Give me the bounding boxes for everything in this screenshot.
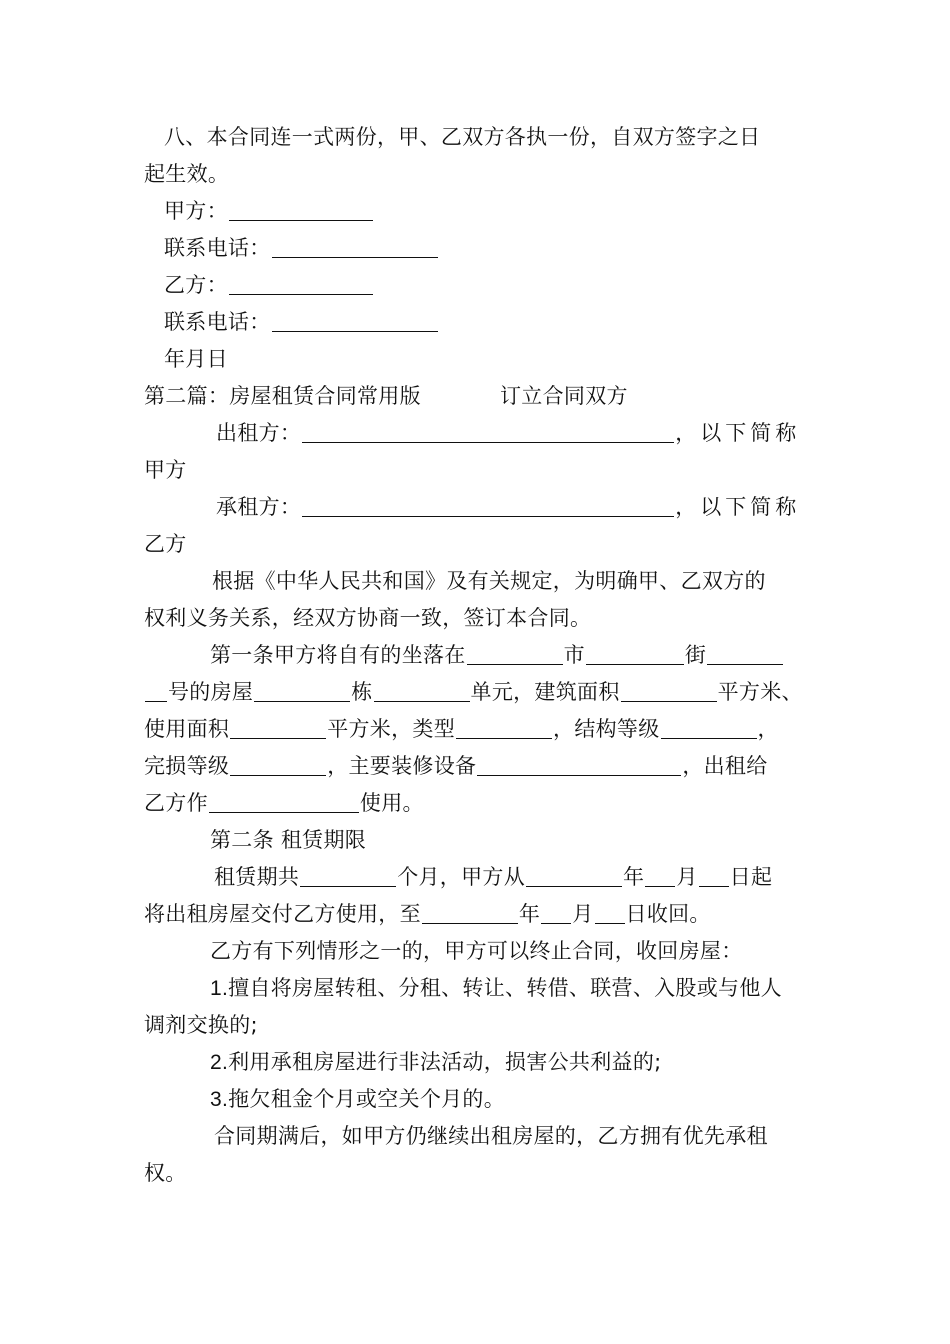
party-b-phone-blank[interactable] — [272, 313, 438, 332]
equipment-blank[interactable] — [477, 757, 681, 776]
lessor-short: 甲方 — [144, 458, 187, 482]
renewal-line1: 合同期满后，如甲方仍继续出租房屋的，乙方拥有优先承租 — [214, 1124, 768, 1148]
termination-item1: 1.擅自将房屋转租、分租、转让、转借、联营、入股或与他人 — [210, 976, 782, 1000]
party-b-blank[interactable] — [229, 276, 373, 295]
renewal-line2: 权。 — [144, 1161, 187, 1185]
preamble-line2: 权利义务关系，经双方协商一致，签订本合同。 — [144, 606, 592, 630]
termination-intro: 乙方有下列情形之一的，甲方可以终止合同，收回房屋： — [210, 939, 743, 963]
lessee-line: 承租方： ，以下简称 — [216, 495, 801, 519]
party-a-blank[interactable] — [229, 202, 373, 221]
usable-area-blank[interactable] — [230, 720, 326, 739]
section8-line2: 起生效。 — [144, 162, 230, 186]
condition-grade-blank[interactable] — [230, 757, 326, 776]
location-blank[interactable] — [467, 646, 563, 665]
structure-grade-blank[interactable] — [661, 720, 757, 739]
end-year-blank[interactable] — [422, 905, 518, 924]
start-day-blank[interactable] — [699, 868, 729, 887]
preamble-line1: 根据《中华人民共和国》及有关规定，为明确甲、乙双方的 — [212, 569, 766, 593]
house-number-blank[interactable] — [254, 683, 350, 702]
street-blank[interactable] — [707, 646, 783, 665]
lessor-line: 出租方： ，以下简称 — [216, 421, 801, 445]
usage-blank[interactable] — [209, 794, 359, 813]
lessee-short: 乙方 — [144, 532, 187, 556]
party-a-phone-blank[interactable] — [272, 239, 438, 258]
party-b-phone: 联系电话： — [164, 304, 439, 341]
lessee-blank[interactable] — [302, 498, 674, 517]
termination-item1-cont: 调剂交换的; — [144, 1013, 258, 1037]
article1-line2: 号的房屋 栋 单元，建筑面积 平方米、 — [144, 674, 803, 711]
article2-line1: 租赁期共 个月，甲方从 年 月 日起 — [214, 865, 773, 889]
signature-date: 年月日 — [164, 347, 228, 371]
start-month-blank[interactable] — [645, 868, 675, 887]
article1-line3: 使用面积 平方米，类型 ，结构等级 ， — [144, 717, 779, 741]
lessor-blank[interactable] — [302, 424, 674, 443]
building-blank[interactable] — [374, 683, 470, 702]
floor-area-blank[interactable] — [621, 683, 717, 702]
start-year-blank[interactable] — [526, 868, 622, 887]
street-blank-cont[interactable] — [145, 683, 167, 702]
city-blank[interactable] — [586, 646, 684, 665]
article2-line2: 将出租房屋交付乙方使用，至 年 月 日收回。 — [144, 902, 711, 926]
end-day-blank[interactable] — [595, 905, 625, 924]
party-b-signature: 乙方： — [164, 267, 374, 304]
section8-line1: 八、本合同连一式两份，甲、乙双方各执一份，自双方签字之日 — [164, 125, 761, 149]
part2-subtitle: 订立合同双方 — [500, 384, 628, 408]
termination-item2: 2.利用承租房屋进行非法活动，损害公共利益的; — [210, 1050, 662, 1074]
article1-line4: 完损等级 ，主要装修设备 ，出租给 — [144, 754, 768, 778]
article2-title: 第二条 租赁期限 — [210, 828, 367, 852]
article1-line1: 第一条甲方将自有的坐落在 市 街 — [210, 637, 784, 674]
end-month-blank[interactable] — [541, 905, 571, 924]
party-a-signature: 甲方： — [164, 193, 374, 230]
article1-line5: 乙方作 使用。 — [144, 791, 424, 815]
party-a-phone: 联系电话： — [164, 230, 439, 267]
type-blank[interactable] — [456, 720, 552, 739]
termination-item3: 3.拖欠租金个月或空关个月的。 — [210, 1087, 506, 1111]
lease-months-blank[interactable] — [300, 868, 396, 887]
part2-title: 第二篇：房屋租赁合同常用版 — [144, 384, 421, 408]
